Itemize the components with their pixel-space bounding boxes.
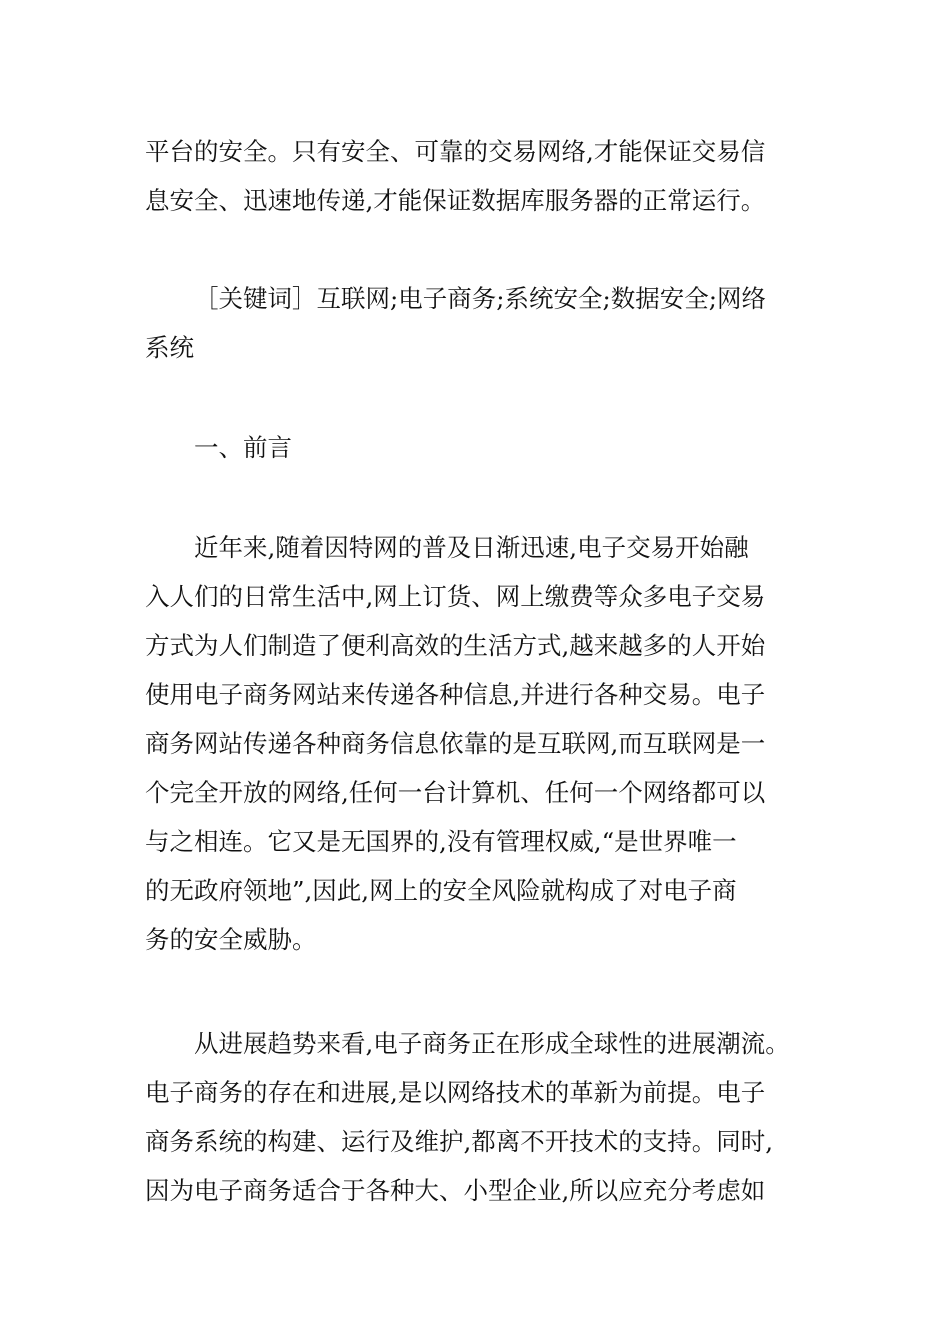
paragraph-continuation: [145, 127, 845, 225]
body-paragraph: [145, 523, 845, 964]
text-line: 平台的安全。只有安全、可靠的交易网络,才能保证交易信: [145, 137, 766, 166]
text-line: 近年来,随着因特网的普及日渐迅速,电子交易开始融: [194, 533, 749, 562]
text-line: 方式为人们制造了便利高效的生活方式,越来越多的人开始: [145, 631, 766, 660]
text-line: 息安全、迅速地传递,才能保证数据库服务器的正常运行。: [145, 186, 766, 215]
text-line: 个完全开放的网络,任何一台计算机、任何一个网络都可以: [145, 778, 766, 807]
text-line: 使用电子商务网站来传递各种信息,并进行各种交易。电子: [145, 680, 766, 709]
body-paragraph: [145, 1019, 845, 1215]
text-line: ［关键词］互联网;电子商务;系统安全;数据安全;网络: [194, 284, 767, 313]
text-line: 的无政府领地”,因此,网上的安全风险就构成了对电子商: [145, 876, 737, 905]
text-line: 商务网站传递各种商务信息依靠的是互联网,而互联网是一: [145, 729, 766, 758]
text-line: 入人们的日常生活中,网上订货、网上缴费等众多电子交易: [145, 582, 766, 611]
text-line: 务的安全威胁。: [145, 925, 317, 954]
text-line: 系统: [145, 333, 194, 362]
section-heading: [145, 423, 845, 472]
text-line: 商务系统的构建、运行及维护,都离不开技术的支持。同时,: [145, 1127, 774, 1156]
text-line: 因为电子商务适合于各种大、小型企业,所以应充分考虑如: [145, 1176, 766, 1205]
text-line: 与之相连。它又是无国界的,没有管理权威,“是世界唯一: [145, 827, 737, 856]
keywords-paragraph: [145, 274, 845, 372]
section-title: 一、前言: [194, 433, 292, 462]
text-line: 从进展趋势来看,电子商务正在形成全球性的进展潮流。: [194, 1029, 790, 1058]
text-line: 电子商务的存在和进展,是以网络技术的革新为前提。电子: [145, 1078, 766, 1107]
